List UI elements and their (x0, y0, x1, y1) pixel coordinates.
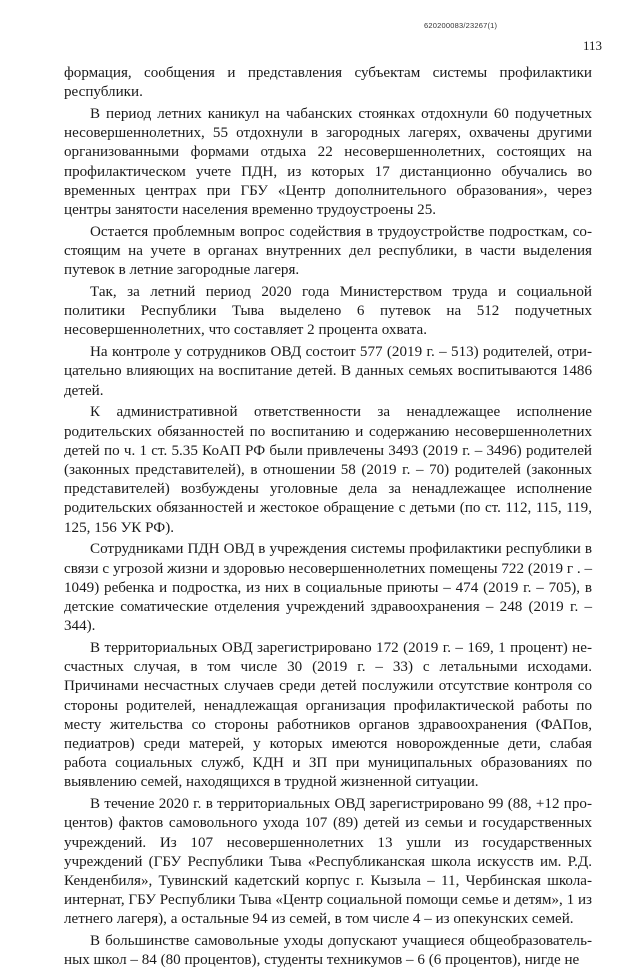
paragraph: формация, сообщения и представления субъектам системы профилактики республики. (64, 65, 592, 101)
paragraph: Сотрудниками ПДН ОВД в учреждения системы профилактики республики в связи с угрозой жизни и здоровью несовершеннолетних помещены 722 (2019 г . – 1049) ребенка и подростка, из них в социальные приюты – 474 (2019 г. – 705), в детские соматические отделения учреждений здравоохранения – 248 (2019 г. – 344). (64, 541, 592, 635)
paragraph: В течение 2020 г. в территориальных ОВД зарегистрировано 99 (88, +12 процентов) фактов самовольного ухода 107 (89) детей из семьи и государственных учреждений. Из 107 несовершеннолетних 13 ушли из государственных учреждений (ГБУ Республики Тыва «Республиканская школа искусств им. Р.Д. Кенденбиля», Тувинский кадетский корпус г. Кызыла – 11, Чербинская школа-интернат, ГБУ Республики Тыва «Центр социальной помощи семье и детям», 1 из летнего лагеря), а остальные 94 из семей, в том числе 4 – из опекунских семей. (64, 796, 592, 928)
paragraph: В период летних каникул на чабанских стоянках отдохнули 60 подучетных несовершеннолетних, 55 отдохнули в загородных лагерях, охвачены другими организованными формами отдыха 22 несовершеннолетних, состоящих на профилактическом учете ПДН, из которых 17 дистанционно обучались во временных центрах при ГБУ «Центр дополнительного образования», через центры занятости населения временно трудоустроены 25. (64, 106, 592, 219)
document-body (64, 64, 592, 973)
paragraph: Остается проблемным вопрос содействия в трудоустройстве подросткам, состоящим на учете в органах внутренних дел республики, в части выделения путевок в летние загородные лагеря. (64, 223, 592, 279)
document-id: 620200083/23267(1) (424, 21, 498, 30)
paragraph: К административной ответственности за ненадлежащее исполнение родительских обязанностей по воспитанию и содержанию несовершеннолетних детей по ч. 1 ст. 5.35 КоАП РФ были привлечены 3493 (2019 г. – 3496) родителей (законных представителей), в отношении 58 (2019 г. – 70) родителей (законных представителей) возбуждены уголовные дела за ненадлежащее исполнение родительских обязанностей и жестокое обращение с детьми (по ст. 112, 115, 119, 125, 156 УК РФ). (64, 404, 592, 536)
paragraph: В большинстве самовольные уходы допускают учащиеся общеобразовательных школ – 84 (80 процентов), студенты техникумов – 6 (6 процентов), нигде не (64, 933, 592, 969)
page-number: 113 (583, 38, 603, 53)
paragraph: Так, за летний период 2020 года Министерством труда и социальной политики Республики Тыва выделено 6 путевок на 512 подучетных несовершеннолетних, что составляет 2 процента охвата. (64, 284, 592, 339)
paragraph: На контроле у сотрудников ОВД состоит 577 (2019 г. – 513) родителей, отрицательно влияющих на воспитание детей. В данных семьях воспитываются 1486 детей. (64, 344, 592, 399)
paragraph: В территориальных ОВД зарегистрировано 172 (2019 г. – 169, 1 процент) несчастных случая, в том числе 30 (2019 г. – 33) с летальными исходами. Причинами несчастных случаев среди детей послужили отсутствие контроля со стороны родителей, ненадлежащая организация профилактической работы по месту жительства со стороны работников органов здравоохранения (ФАПов, педиатров) среди матерей, у которых имеются новорожденные дети, слабая работа социальных служб, КДН и ЗП при муниципальных образованиях по выявлению семей, находящихся в трудной жизненной ситуации. (64, 640, 592, 791)
